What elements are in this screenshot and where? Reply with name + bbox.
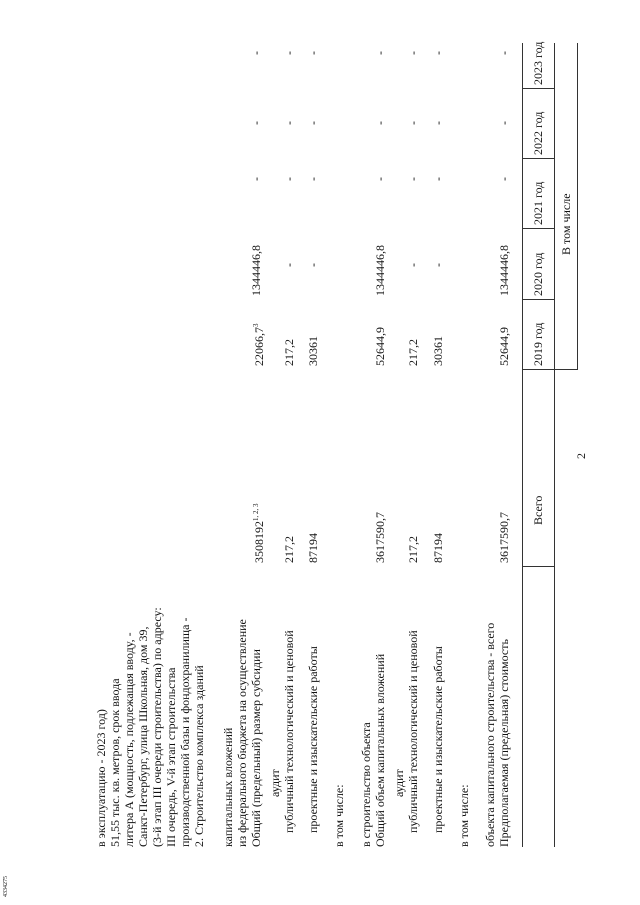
row-1-2021: -	[497, 177, 511, 181]
row-4-total: 217,2	[406, 536, 420, 563]
row-2-label: в том числе:	[457, 784, 471, 847]
header-including: В том числе	[559, 193, 573, 255]
section-2-line-6: литера А (мощность, подлежащая вводу, -	[122, 632, 136, 847]
row-3-2019: 30361	[431, 336, 445, 366]
row-5-2023: -	[373, 51, 387, 55]
row-4-2023: -	[406, 51, 420, 55]
row-7-2022: -	[306, 121, 320, 125]
row-3-2022: -	[431, 121, 445, 125]
row-5-2019: 52644,9	[373, 327, 387, 366]
row-1-2019: 52644,9	[497, 327, 511, 366]
row-9-2021: -	[249, 177, 263, 181]
section-2-line-4: (3-й этап III очереди строительства) по адресу:	[150, 607, 164, 847]
row-8-2021: -	[282, 177, 296, 181]
col-divider-2021	[522, 228, 554, 229]
document-code: 4334275	[3, 876, 9, 897]
row-5-total: 3617590,7	[373, 512, 387, 563]
row-3-2020: -	[431, 263, 445, 267]
header-year-2023: 2023 год	[531, 41, 545, 85]
row-9-2019-value: 22066,7	[252, 327, 266, 366]
section-2-line-8: в эксплуатацию - 2023 год)	[94, 709, 108, 847]
row-8-2019: 217,2	[282, 339, 296, 366]
row-8-label-2: аудит	[268, 769, 282, 797]
row-1-label-2: объекта капитального строительства - всего	[483, 622, 497, 847]
row-9-2019	[250, 324, 267, 367]
row-9-2022: -	[249, 121, 263, 125]
row-7-2019: 30361	[306, 336, 320, 366]
col-divider-2020	[522, 299, 554, 300]
row-1-label-1: Предполагаемая (предельная) стоимость	[497, 639, 511, 847]
subheader-line	[577, 43, 578, 370]
row-7-total: 87194	[306, 533, 320, 563]
section-2-line-5: Санкт-Петербург, улица Школьная, дом 39,	[136, 626, 150, 847]
header-year-2021: 2021 год	[531, 181, 545, 225]
row-8-2020: -	[282, 263, 296, 267]
row-8-total: 217,2	[282, 536, 296, 563]
header-year-2020: 2020 год	[531, 252, 545, 296]
row-7-2020: -	[306, 263, 320, 267]
row-4-label-2: аудит	[392, 769, 406, 797]
row-9-label-1: Общий (предельный) размер субсидии	[249, 649, 263, 847]
row-4-2020: -	[406, 263, 420, 267]
row-3-2023: -	[431, 51, 445, 55]
row-4-2021: -	[406, 177, 420, 181]
row-5-2022: -	[373, 121, 387, 125]
row-8-2022: -	[282, 121, 296, 125]
row-1-total: 3617590,7	[497, 512, 511, 563]
row-7-label: проектные и изыскательские работы	[306, 646, 320, 833]
row-4-label-1: публичный технологический и ценовой	[406, 630, 420, 833]
row-1-2020: 1344446,8	[497, 245, 511, 296]
section-2-line-2: производственной базы и фондохранилища -	[178, 617, 192, 847]
row-1-2023: -	[497, 51, 511, 55]
header-year-2019: 2019 год	[531, 322, 545, 366]
header-year-2022: 2022 год	[531, 111, 545, 155]
col-divider-2019	[522, 369, 577, 370]
section-2-line-7: 51,55 тыс. кв. метров, срок ввода	[108, 678, 122, 847]
row-9-2023: -	[249, 51, 263, 55]
row-9-2019-footnote: 3	[252, 323, 260, 327]
row-8-2023: -	[282, 51, 296, 55]
row-3-total: 87194	[431, 533, 445, 563]
row-5-2021: -	[373, 177, 387, 181]
row-9-2020: 1344446,8	[249, 245, 263, 296]
col-divider-total	[522, 566, 554, 567]
col-divider-2022	[522, 158, 554, 159]
row-9-total-value: 3508192	[252, 521, 266, 563]
row-6-label: в том числе:	[332, 784, 346, 847]
row-9-total	[250, 504, 267, 564]
row-7-2023: -	[306, 51, 320, 55]
section-2-line-3: III очередь, V-й этап строительства	[164, 667, 178, 847]
row-4-2019: 217,2	[406, 339, 420, 366]
page-number: 2	[574, 453, 588, 459]
row-8-label-1: публичный технологический и ценовой	[282, 630, 296, 833]
row-4-2022: -	[406, 121, 420, 125]
row-5-label-1: Общий объем капитальных вложений	[373, 653, 387, 847]
col-divider-2023	[522, 88, 554, 89]
row-5-2020: 1344446,8	[373, 245, 387, 296]
row-7-2021: -	[306, 177, 320, 181]
table-top-line	[554, 43, 555, 847]
row-1-2022: -	[497, 121, 511, 125]
row-9-label-3: капитальных вложений	[221, 727, 235, 847]
header-total: Всего	[531, 495, 545, 525]
row-9-label-2: из федерального бюджета на осуществление	[235, 619, 249, 847]
row-3-2021: -	[431, 177, 445, 181]
section-2-line-1: 2. Строительство комплекса зданий	[192, 665, 206, 847]
row-5-label-2: в строительство объекта	[359, 722, 373, 847]
row-9-total-footnote: 1, 2, 3	[252, 503, 260, 521]
header-bottom-line	[522, 43, 523, 847]
row-3-label: проектные и изыскательские работы	[431, 646, 445, 833]
